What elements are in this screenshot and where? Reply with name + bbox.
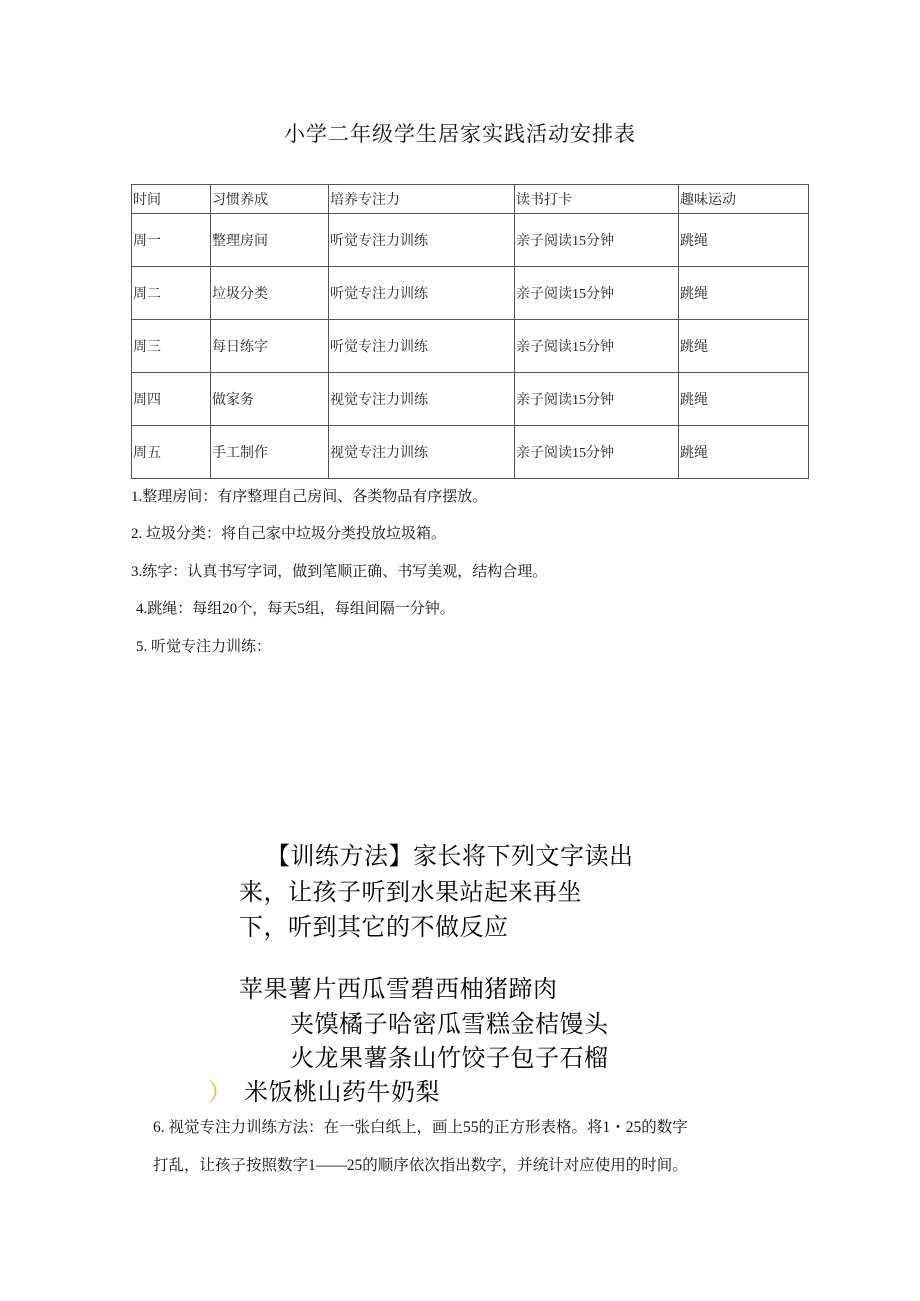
table-cell: 跳绳 xyxy=(679,267,809,320)
table-cell: 亲子阅读15分钟 xyxy=(515,320,679,373)
table-cell: 跳绳 xyxy=(679,214,809,267)
visual-training-line-1: 6. 视觉专注力训练方法：在一张白纸上，画上55的正方形表格。将1・25的数字 xyxy=(153,1119,688,1136)
table-cell: 听觉专注力训练 xyxy=(329,214,515,267)
table-cell: 听觉专注力训练 xyxy=(329,320,515,373)
table-cell: 听觉专注力训练 xyxy=(329,267,515,320)
table-cell: 亲子阅读15分钟 xyxy=(515,214,679,267)
header-cell-time: 时间 xyxy=(132,185,211,214)
table-cell: 跳绳 xyxy=(679,320,809,373)
table-cell: 视觉专注力训练 xyxy=(329,426,515,479)
note-listening-training: 5. 听觉专注力训练： xyxy=(136,639,272,655)
table-cell: 跳绳 xyxy=(679,426,809,479)
note-handwriting: 3.练字：认真书写字词，做到笔顺正确、书写美观，结构合理。 xyxy=(131,564,548,580)
table-cell: 周五 xyxy=(132,426,211,479)
page-title: 小学二年级学生居家实践活动安排表 xyxy=(284,122,636,146)
training-method-line-2: 来，让孩子听到水果站起来再坐 xyxy=(239,878,582,906)
orange-parenthesis-icon: ） xyxy=(208,1078,233,1106)
table-cell: 周三 xyxy=(132,320,211,373)
table-cell: 每日练字 xyxy=(211,320,329,373)
table-cell: 周一 xyxy=(132,214,211,267)
schedule-table xyxy=(131,184,809,479)
word-list-line-4: 米饭桃山药牛奶梨 xyxy=(244,1078,440,1106)
table-cell: 视觉专注力训练 xyxy=(329,373,515,426)
table-row xyxy=(132,426,809,479)
training-method-line-3: 下，听到其它的不做反应 xyxy=(239,913,509,941)
table-row xyxy=(132,267,809,320)
note-jump-rope: 4.跳绳：每组20个，每天5组，每组间隔一分钟。 xyxy=(136,601,455,617)
table-cell: 跳绳 xyxy=(679,373,809,426)
table-cell: 亲子阅读15分钟 xyxy=(515,373,679,426)
visual-training-line-2: 打乱，让孩子按照数字1——25的顺序依次指出数字，并统计对应使用的时间。 xyxy=(153,1157,688,1174)
table-row xyxy=(132,373,809,426)
word-list-line-1: 苹果薯片西瓜雪碧西柚猪蹄肉 xyxy=(239,975,558,1003)
table-cell: 做家务 xyxy=(211,373,329,426)
header-cell-habit: 习惯养成 xyxy=(211,185,329,214)
table-cell: 整理房间 xyxy=(211,214,329,267)
table-cell: 亲子阅读15分钟 xyxy=(515,267,679,320)
table-header-row xyxy=(132,185,809,214)
header-cell-focus: 培养专注力 xyxy=(329,185,515,214)
table-cell: 周二 xyxy=(132,267,211,320)
header-cell-reading: 读书打卡 xyxy=(515,185,679,214)
word-list-line-3: 火龙果薯条山竹饺子包子石榴 xyxy=(290,1044,609,1072)
table-row xyxy=(132,320,809,373)
word-list-line-2: 夹馍橘子哈密瓜雪糕金桔馒头 xyxy=(290,1010,609,1038)
table-cell: 周四 xyxy=(132,373,211,426)
training-method-line-1: 【训练方法】家长将下列文字读出 xyxy=(266,842,634,870)
table-row xyxy=(132,214,809,267)
table-cell: 垃圾分类 xyxy=(211,267,329,320)
header-cell-sport: 趣味运动 xyxy=(679,185,809,214)
note-tidy-room: 1.整理房间：有序整理自己房间、各类物品有序摆放。 xyxy=(131,489,488,505)
note-garbage-sorting: 2. 垃圾分类：将自己家中垃圾分类投放垃圾箱。 xyxy=(131,526,447,542)
table-cell: 手工制作 xyxy=(211,426,329,479)
table-cell: 亲子阅读15分钟 xyxy=(515,426,679,479)
